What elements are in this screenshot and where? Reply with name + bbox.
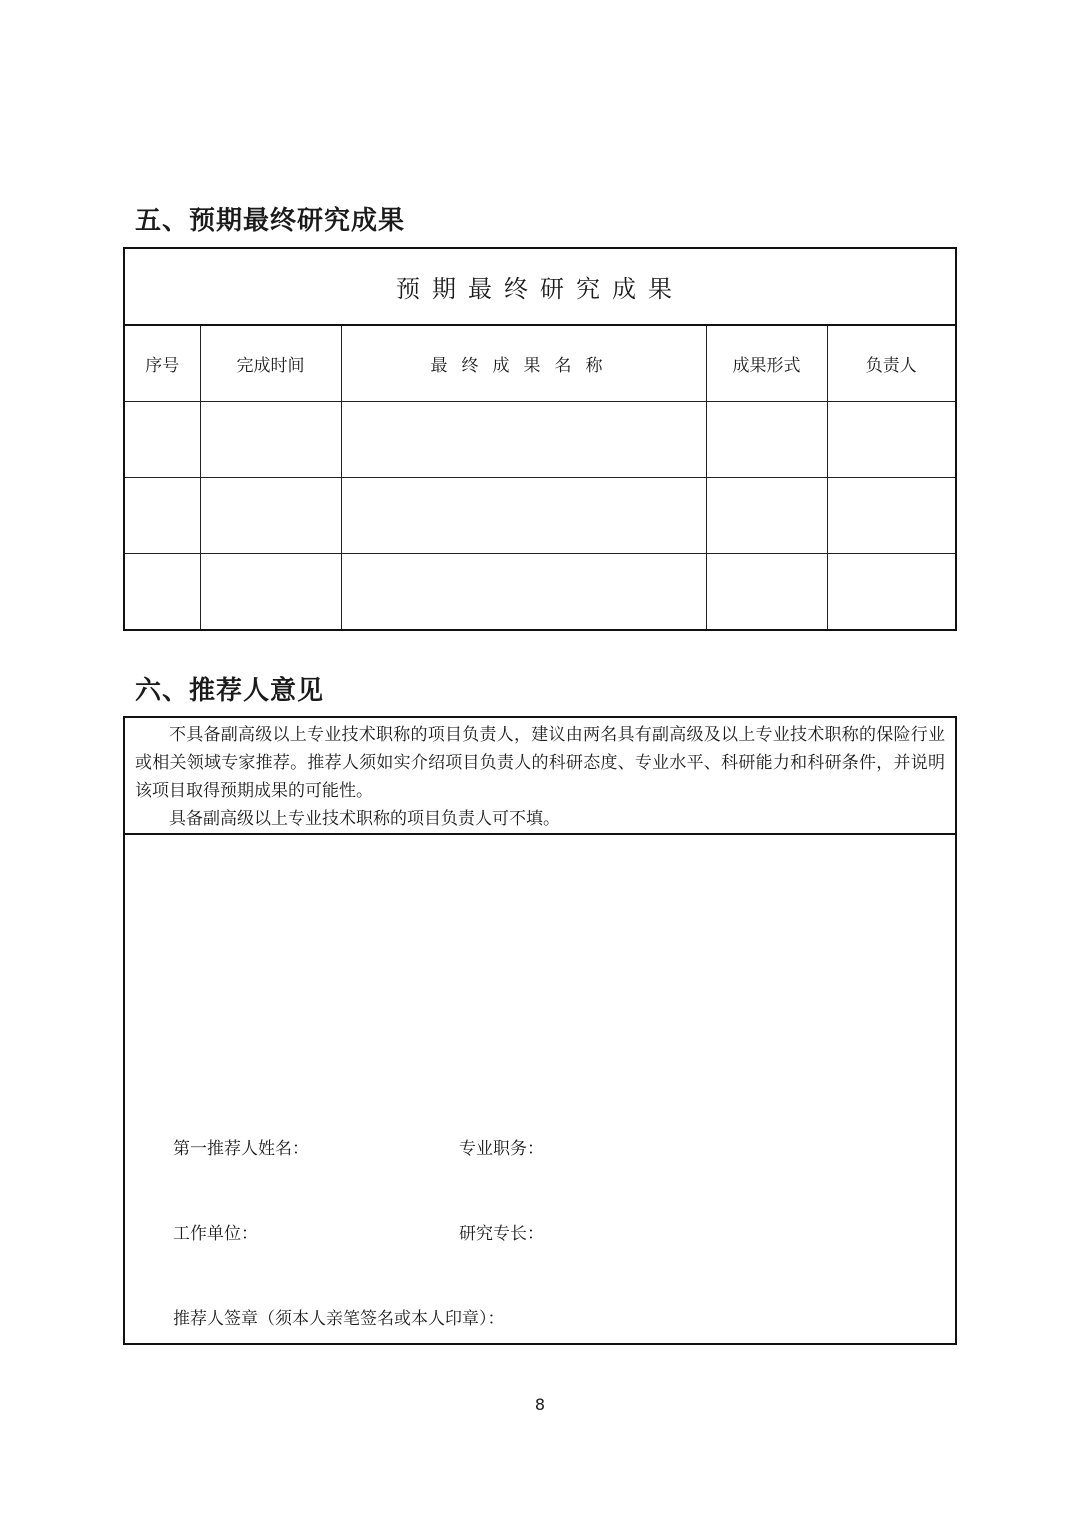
recommender-name-field[interactable]: 第一推荐人姓名： <box>173 1139 309 1159</box>
header-responsible-person: 负责人 <box>827 326 955 402</box>
cell-completion-time[interactable] <box>200 554 341 630</box>
professional-title-field[interactable]: 专业职务： <box>459 1139 544 1159</box>
cell-responsible-person[interactable] <box>827 478 955 554</box>
work-unit-field[interactable]: 工作单位： <box>173 1224 258 1244</box>
results-grid <box>125 326 955 629</box>
header-result-form: 成果形式 <box>706 326 827 402</box>
cell-completion-time[interactable] <box>200 478 341 554</box>
research-specialty-field[interactable]: 研究专长： <box>459 1224 544 1244</box>
header-completion-time: 完成时间 <box>200 326 341 402</box>
page-number: 8 <box>534 1395 546 1414</box>
section-6-title: 六、推荐人意见 <box>135 676 325 706</box>
header-row <box>125 326 955 402</box>
signature-field[interactable]: 推荐人签章（须本人亲笔签名或本人印章）： <box>173 1309 505 1329</box>
recommender-opinion-box <box>123 716 957 1345</box>
cell-result-form[interactable] <box>706 478 827 554</box>
header-index: 序号 <box>125 326 200 402</box>
cell-index[interactable] <box>125 554 200 630</box>
table-row <box>125 478 955 554</box>
cell-result-form[interactable] <box>706 402 827 478</box>
instruction-note <box>125 718 955 835</box>
cell-index[interactable] <box>125 478 200 554</box>
section-5-title: 五、预期最终研究成果 <box>135 206 406 236</box>
instruction-paragraph: 不具备副高级以上专业技术职称的项目负责人，建议由两名具有副高级及以上专业技术职称的保险行业或相关领域专家推荐。推荐人须如实介绍项目负责人的科研态度、专业水平、科研能力和科研条件，并说明该项目取得预期成果的可能性。 <box>135 725 945 801</box>
cell-result-name[interactable] <box>341 554 706 630</box>
cell-result-name[interactable] <box>341 402 706 478</box>
table-caption: 预期最终研究成果 <box>125 249 955 326</box>
cell-completion-time[interactable] <box>200 402 341 478</box>
instruction-paragraph: 具备副高级以上专业技术职称的项目负责人可不填。 <box>169 809 560 829</box>
cell-result-form[interactable] <box>706 554 827 630</box>
cell-index[interactable] <box>125 402 200 478</box>
header-result-name: 最终成果名称 <box>341 326 706 402</box>
table-row <box>125 402 955 478</box>
cell-responsible-person[interactable] <box>827 554 955 630</box>
cell-responsible-person[interactable] <box>827 402 955 478</box>
table-row <box>125 554 955 630</box>
cell-result-name[interactable] <box>341 478 706 554</box>
expected-results-table <box>123 247 957 631</box>
